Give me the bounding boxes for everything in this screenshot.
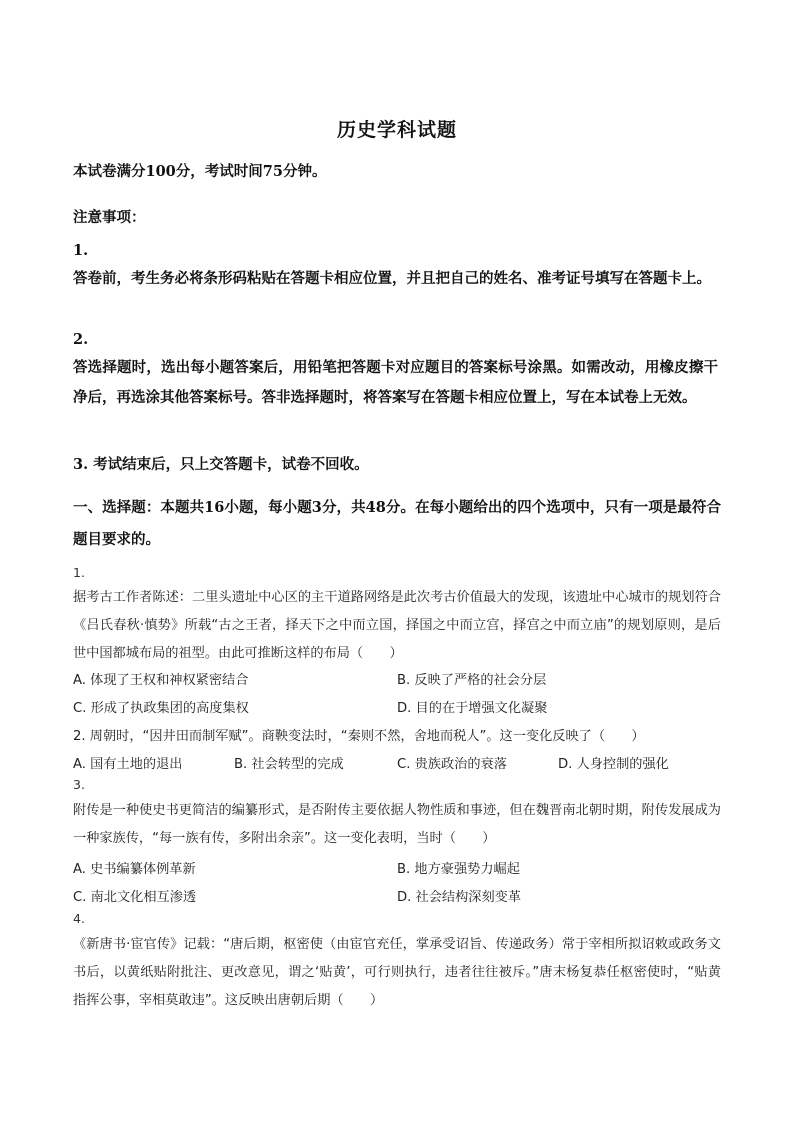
exam-intro: 本试卷满分100分，考试时间75分钟。 (73, 163, 327, 180)
question-4-number: 4. (73, 911, 85, 926)
question-1-option-b: B. 反映了严格的社会分层 (397, 673, 547, 688)
question-3-number: 3. (73, 777, 85, 792)
question-2-option-a: A. 国有土地的退出 (73, 757, 183, 772)
question-4-stem: 《新唐书·宦官传》记载：“唐后期，枢密使（由宦官充任，掌承受诏旨、传递政务）常于宰相所拟诏敕或政务文书后，以黄纸贴附批注、更改意见，谓之‘贴黄’，可行则执行，违者往往被斥。”唐末杨复恭任枢密使时，“贴黄指挥公事，宰相莫敢违”。这反映出唐朝后期（ ） (73, 937, 721, 1008)
question-1-number: 1. (73, 565, 85, 580)
notice-heading: 注意事项： (73, 209, 146, 226)
question-2-option-b: B. 社会转型的完成 (234, 757, 344, 772)
question-3-option-d: D. 社会结构深刻变革 (397, 890, 522, 905)
notice-number-1: 1. (73, 242, 89, 259)
question-3-stem: 附传是一种使史书更简洁的编纂形式，是否附传主要依据人物性质和事迹，但在魏晋南北朝时期，附传发展成为一种家族传，“每一族有传，多附出余亲”。这一变化表明，当时（ ） (73, 803, 721, 846)
question-2-stem: 2. 周朝时，“因井田而制军赋”。商鞅变法时，“秦则不然，舍地而税人”。这一变化反映了（ ） (73, 729, 645, 744)
notice-number-2: 2. (73, 331, 89, 348)
question-2-option-d: D. 人身控制的强化 (558, 757, 669, 772)
question-1-stem: 据考古工作者陈述：二里头遗址中心区的主干道路网络是此次考古价值最大的发现，该遗址中心城市的规划符合《吕氏春秋·慎势》所载“古之王者，择天下之中而立国，择国之中而立宫，择宫之中而立庙”的规划原则，是后世中国都城布局的祖型。由此可推断这样的布局（ ） (73, 590, 721, 661)
notice-item-1: 答卷前，考生务必将条形码粘贴在答题卡相应位置，并且把自己的姓名、准考证号填写在答题卡上。 (73, 270, 711, 287)
question-1-option-c: C. 形成了执政集团的高度集权 (73, 701, 249, 716)
question-2-option-c: C. 贵族政治的衰落 (397, 757, 507, 772)
notice-item-2: 答选择题时，选出每小题答案后，用铅笔把答题卡对应题目的答案标号涂黑。如需改动，用橡皮擦干净后，再选涂其他答案标号。答非选择题时，将答案写在答题卡相应位置上，写在本试卷上无效。 (73, 359, 718, 406)
question-1-option-a: A. 体现了王权和神权紧密结合 (73, 673, 249, 688)
page-title: 历史学科试题 (336, 119, 457, 141)
question-3-option-a: A. 史书编纂体例革新 (73, 862, 196, 877)
question-3-option-b: B. 地方豪强势力崛起 (397, 862, 520, 877)
question-3-option-c: C. 南北文化相互渗透 (73, 890, 197, 905)
question-1-option-d: D. 目的在于增强文化凝聚 (397, 701, 548, 716)
notice-item-3: 3. 考试结束后，只上交答题卡，试卷不回收。 (73, 456, 369, 473)
section-heading-choice: 一、选择题：本题共16小题，每小题3分，共48分。在每小题给出的四个选项中，只有一项是最符合题目要求的。 (73, 499, 721, 548)
